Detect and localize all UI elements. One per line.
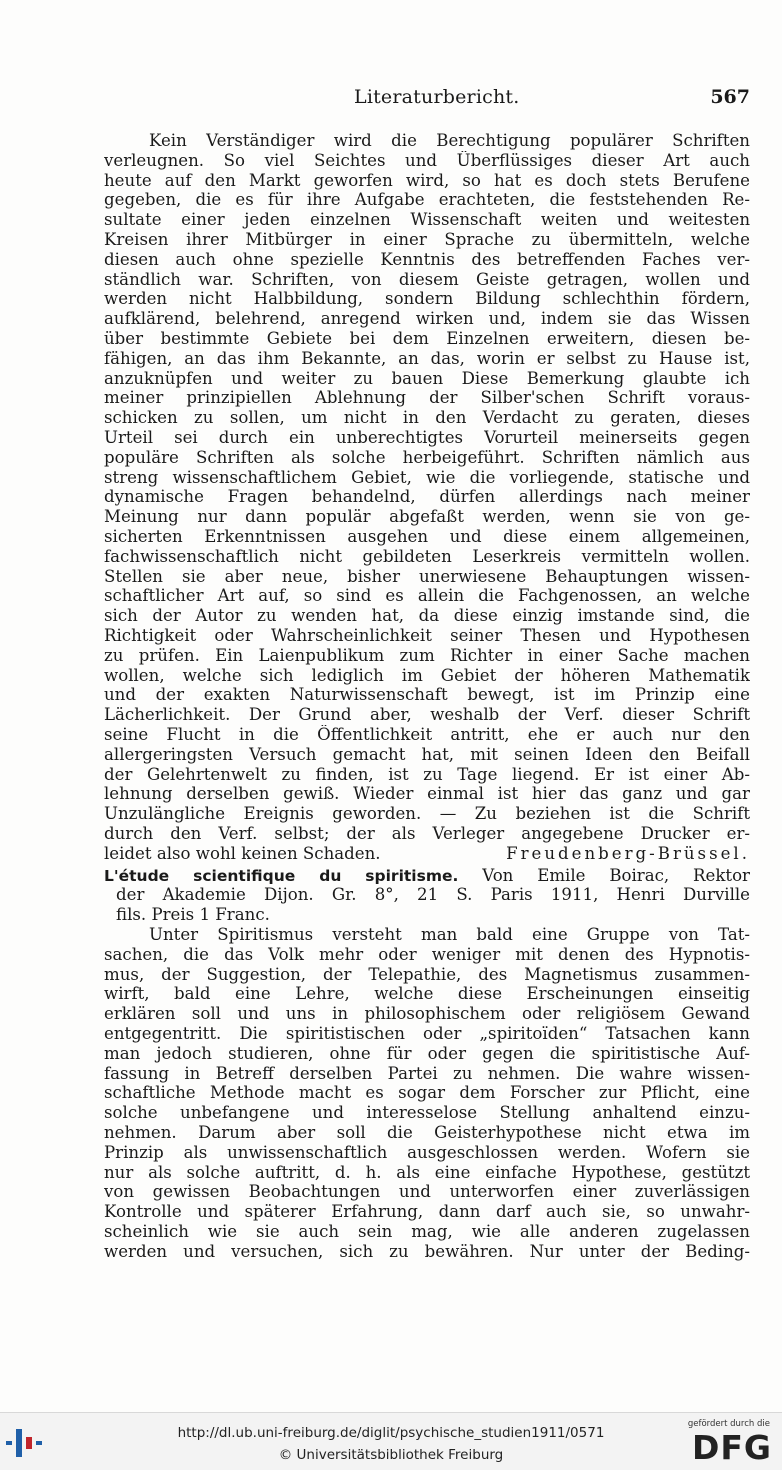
review1-line: Stellen sie aber neue, bisher unerwiesene Behauptungen wissen-	[104, 566, 750, 586]
review1-line: über bestimmte Gebiete bei dem Einzelnen erweitern, diesen be-	[104, 329, 750, 348]
review2-line: wirft, bald eine Lehre, welche diese Erscheinungen einseitig	[104, 984, 750, 1004]
review1-line: schaftlicher Art auf, so sind es allein die Fachgenossen, an welche	[104, 586, 750, 606]
review1-line: schicken zu sollen, um nicht in den Verdacht zu geraten, dieses	[104, 408, 750, 428]
review1-line: allergeringsten Versuch gemacht hat, mit seinen Ideen den Beifall	[104, 744, 750, 764]
review1-line: ständlich war. Schriften, von diesem Geiste getragen, wollen und	[104, 269, 750, 289]
review1-line: meiner prinzipiellen Ablehnung der Silber'schen Schrift voraus-	[104, 388, 750, 408]
review2-heading-rest: Von Emile Boirac, Rektor	[482, 865, 750, 885]
dfg-logo: DFG	[691, 1428, 772, 1467]
review2-line: sachen, die das Volk mehr oder weniger mit denen des Hypnotis-	[104, 944, 750, 964]
review2-line: scheinlich wie sie auch sein mag, wie alle anderen zugelassen	[104, 1222, 750, 1241]
review1-line: diesen auch ohne spezielle Kenntnis des betreffenden Faches ver-	[104, 249, 750, 269]
review2-line: Prinzip als unwissenschaftlich ausgeschlossen werden. Wofern sie	[104, 1142, 750, 1162]
review2-line: schaftliche Methode macht es sogar dem Forscher zur Pflicht, eine	[104, 1083, 750, 1103]
review1-line: seine Flucht in die Öffentlichkeit antritt, ehe er auch nur den	[104, 725, 750, 744]
review2-line: erklären soll und uns in philosophischem oder religiösem Gewand	[104, 1004, 750, 1024]
review1-line: Kein Verständiger wird die Berechtigung populärer Schriften	[149, 131, 750, 150]
review1-line: zu prüfen. Ein Laienpublikum zum Richter in einer Sache machen	[104, 645, 750, 665]
review1-line: gegeben, die es für ihre Aufgabe erachteten, die feststehenden Re-	[104, 190, 750, 210]
review2-line: nur als solche auftritt, d. h. als eine einfache Hypothese, gestützt	[104, 1162, 750, 1182]
review1-line: heute auf den Markt geworfen wird, so hat es doch stets Berufene	[104, 170, 750, 190]
review2-heading-line3: fils. Preis 1 Franc.	[116, 905, 270, 925]
review1-line: sultate einer jeden einzelnen Wissenschaft weiten und weitesten	[104, 210, 750, 230]
review2-title: L'étude scientifique du spiritisme.	[104, 866, 459, 885]
review1-last-text: leidet also wohl keinen Schaden.	[104, 843, 381, 863]
review1-line: sich der Autor zu wenden hat, da diese einzig imstande sind, die	[104, 606, 750, 626]
review2-line: solche unbefangene und interesselose Stellung anhaltend einzu-	[104, 1103, 750, 1123]
footer-bar	[0, 1412, 782, 1470]
running-header	[104, 86, 750, 118]
review2-line: Unter Spiritismus versteht man bald eine Gruppe von Tat-	[149, 925, 750, 944]
review2-heading	[104, 866, 750, 886]
footer-url[interactable]: http://dl.ub.uni-freiburg.de/diglit/psychische_studien1911/0571	[177, 1425, 605, 1441]
page-number: 567	[710, 86, 750, 108]
review1-line: anzuknüpfen und weiter zu bauen Diese Bemerkung glaubte ich	[104, 368, 750, 388]
review2-line: fassung in Betreff derselben Partei zu nehmen. Die wahre wissen-	[104, 1063, 750, 1083]
review1-line: Kreisen ihrer Mitbürger in einer Sprache zu übermitteln, welche	[104, 230, 750, 249]
review1-line: populäre Schriften als solche herbeigeführt. Schriften nämlich aus	[104, 447, 750, 467]
review2-line: Kontrolle und späterer Erfahrung, dann darf auch sie, so unwahr-	[104, 1202, 750, 1222]
review1-line: werden nicht Halbbildung, sondern Bildung schlechthin fördern,	[104, 289, 750, 309]
review1-line: streng wissenschaftlichem Gebiet, wie die vorliegende, statische und	[104, 467, 750, 487]
footer-copyright: © Universitätsbibliothek Freiburg	[278, 1447, 504, 1463]
funder-note: gefördert durch die	[687, 1419, 770, 1429]
review1-last-line	[104, 844, 750, 864]
review1-line: sicherten Erkenntnissen ausgehen und diese einem allgemeinen,	[104, 527, 750, 546]
review1-line: und der exakten Naturwissenschaft bewegt, ist im Prinzip eine	[104, 685, 750, 705]
review1-line: dynamische Fragen behandelnd, dürfen allerdings nach meiner	[104, 487, 750, 507]
review2-line: man jedoch studieren, ohne für oder gegen die spiritistische Auf-	[104, 1043, 750, 1063]
review2-heading-line2: der Akademie Dijon. Gr. 8°, 21 S. Paris 1911, Henri Durville	[116, 885, 750, 905]
review2-line: von gewissen Beobachtungen und unterworfen einer zuverlässigen	[104, 1182, 750, 1202]
review1-line: wollen, welche sich lediglich im Gebiet der höheren Mathematik	[104, 665, 750, 685]
review2-line: nehmen. Darum aber soll die Geisterhypothese nicht etwa im	[104, 1123, 750, 1142]
review1-line: fähigen, an das ihm Bekannte, an das, worin er selbst zu Hause ist,	[104, 348, 750, 368]
review1-line: fachwissenschaftlich nicht gebildeten Leserkreis vermitteln wollen.	[104, 546, 750, 566]
review2-line: werden und versuchen, sich zu bewähren. Nur unter der Beding-	[104, 1241, 750, 1261]
review1-line: Richtigkeit oder Wahrscheinlichkeit seiner Thesen und Hypothesen	[104, 626, 750, 645]
review1-line: der Gelehrtenwelt zu finden, ist zu Tage liegend. Er ist einer Ab-	[104, 764, 750, 784]
review1-line: Meinung nur dann populär abgefaßt werden, wenn sie von ge-	[104, 507, 750, 527]
header-title: Literaturbericht.	[354, 86, 520, 108]
review1-line: Lächerlichkeit. Der Grund aber, weshalb der Verf. dieser Schrift	[104, 705, 750, 725]
review1-line: lehnung derselben gewiß. Wieder einmal ist hier das ganz und gar	[104, 784, 750, 804]
review1-line: Unzulängliche Ereignis geworden. — Zu beziehen ist die Schrift	[104, 804, 750, 824]
review1-line: durch den Verf. selbst; der als Verleger angegebene Drucker er-	[104, 824, 750, 843]
review1-line: Urteil sei durch ein unberechtigtes Vorurteil meinerseits gegen	[104, 428, 750, 447]
review1-signature: Freudenberg-Brüssel.	[506, 843, 750, 863]
review1-line: verleugnen. So viel Seichtes und Überflüssiges dieser Art auch	[104, 150, 750, 170]
review2-line: entgegentritt. Die spiritistischen oder „spiritoïden“ Tatsachen kann	[104, 1024, 750, 1043]
review1-line: aufklärend, belehrend, anregend wirken und, indem sie das Wissen	[104, 309, 750, 329]
review2-line: mus, der Suggestion, der Telepathie, des Magnetismus zusammen-	[104, 964, 750, 984]
